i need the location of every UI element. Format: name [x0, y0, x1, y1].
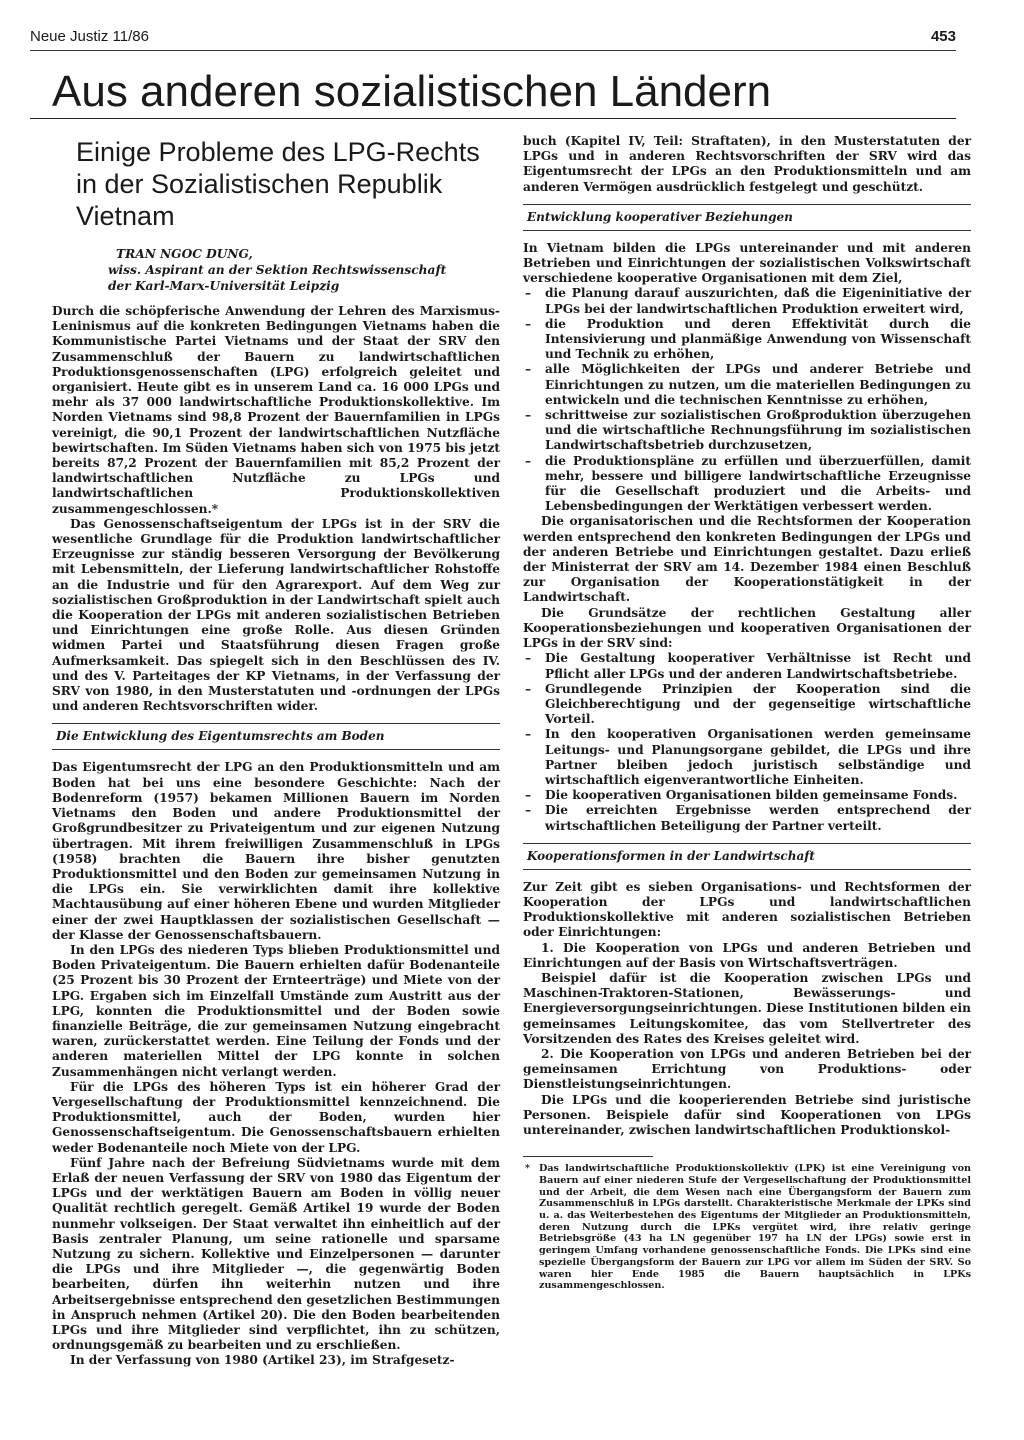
footnote-divider [523, 1156, 653, 1157]
section-title: Aus anderen sozialistischen Ländern [52, 67, 772, 116]
paragraph: Das Genossenschaftseigentum der LPGs ist in der SRV die wesentliche Grundlage für die Produktion landwirtschaftlicher Erzeugnisse zur ständig besseren Versorgung der Bevölkerung mit Lebensmitteln, der Lieferung landwirtschaftlicher Rohstoffe an die Industrie und für den Agrarexport. Auf dem Weg zur sozialistischen Großproduktion in der Landwirtschaft spielt auch die Kooperation der LPGs mit anderen sozialistischen Betrieben und Einrichtungen eine große Rolle. Aus diesen Gründen widmen Partei und Staatsführung diesen Fragen große Aufmerksamkeit. Das spiegelt sich in den Beschlüssen des IV. und des V. Parteitages der KP Vietnams, in der Verfassung der SRV von 1980, in den Musterstatuten und -ordnungen der LPGs und anderen Rechtsvorschriften wider. [52, 516, 500, 714]
paragraph: Durch die schöpferische Anwendung der Lehren des Marxismus-Leninismus auf die konkreten Bedingungen Vietnams haben die Kommunistische Partei Vietnams und der Staat der SRV den Zusammenschluß der Bauern zu landwirtschaftlichen Produktionsgenossenschaften (LPG) erfolgreich geleitet und organisiert. Heute gibt es in unserem Land ca. 16 000 LPGs und mehr als 37 000 landwirtschaftliche Produktionskollektive. Im Norden Vietnams sind 98,8 Prozent der Bauernfamilien in LPGs vereinigt, die 90,1 Prozent der landwirtschaftlichen Nutzfläche bewirtschaften. Im Süden Vietnams haben sich von 1975 bis jetzt bereits 87,2 Prozent der Bauernfamilien mit 85,2 Prozent der landwirtschaftlichen Nutzfläche zu LPGs und landwirtschaftlichen Produktionskollektiven zusammengeschlossen.* [52, 304, 500, 516]
paragraph: Fünf Jahre nach der Befreiung Südvietnams wurde mit dem Erlaß der neuen Verfassung der SRV von 1980 das Eigentum der LPGs und der werktätigen Bauern am Boden in völlig neuer Qualität rechtlich geregelt. Gemäß Artikel 19 wurde der Boden nunmehr volkseigen. Der Staat verwaltet ihn einheitlich auf der Basis zentraler Planung, um seine rationelle und sparsame Nutzung zu sichern. Kollektive und Einzelpersonen — darunter die LPGs und ihre Mitglieder —, die gegenwärtig Boden bearbeiten, dürfen ihn weiterhin nutzen und ihre Arbeitsergebnisse entsprechend den gesetzlichen Bestimmungen in Anspruch nehmen (Artikel 20). Die den Boden bearbeitenden LPGs und ihre Mitglieder sind verpflichtet, ihn zu schützen, ordnungsgemäß zu bearbeiten und zu erschließen. [52, 1155, 500, 1353]
paragraph: 1. Die Kooperation von LPGs und anderen Betrieben und Einrichtungen auf der Basis von Wirtschaftsverträgen. [523, 940, 971, 970]
right-column [523, 134, 971, 1292]
author-affiliation: wiss. Aspirant an der Sektion Rechtswissenschaft [108, 263, 447, 277]
paragraph: Die organisatorischen und die Rechtsformen der Kooperation werden entsprechend den konkreten Bedingungen der LPGs und der anderen Betriebe und Einrichtungen gestaltet. Dazu erließ der Ministerrat der SRV am 14. Dezember 1984 einen Beschluß zur Organisation der Kooperationstätigkeit in der Landwirtschaft. [523, 514, 971, 605]
footnote [523, 1163, 971, 1292]
article-title [76, 136, 500, 232]
page-header [30, 28, 956, 51]
list-item: – Die erreichten Ergebnisse werden entsprechend der wirtschaftlichen Beteiligung der Partner verteilt. [523, 803, 971, 833]
article-title-line-2: in der Sozialistischen Republik Vietnam [76, 169, 443, 231]
page-number: 453 [930, 28, 956, 45]
list-item: – Die kooperativen Organisationen bilden gemeinsame Fonds. [523, 788, 971, 803]
footnote-text: Das landwirtschaftliche Produktionskollektiv (LPK) ist eine Vereinigung von Bauern auf einer niederen Stufe der Vergesellschaftung der Produktionsmittel und der Arbeit, die dem Wesen nach eine Übergangsform der Bauern zum Zusammenschluß in LPGs darstellt. Charakteristische Merkmale der LPKs sind u. a. das Weiterbestehen des Eigentums der Mitglieder an Produktionsmitteln, deren Nutzung durch die LPKs vergütet wird, ihre relativ geringe Betriebsgröße (43 ha LN gegenüber 197 ha LN der LPGs) sowie erst in geringem Umfang vorhandene genossenschaftliche Fonds. Die LPKs sind eine spezielle Übergangsform der Bauern zur LPG vor allem im Süden der SRV. So waren hier Ende 1985 die Bauern hauptsächlich in LPKs zusammengeschlossen. [539, 1163, 971, 1292]
journal-issue: Neue Justiz 11/86 [30, 28, 149, 45]
paragraph: In den LPGs des niederen Typs blieben Produktionsmittel und Boden Privateigentum. Die Bauern erhielten dafür Bodenanteile (25 Prozent bis 30 Prozent der Ernteerträge) und Miete von der LPG. Ergaben sich im Einzelfall Umstände zum Austritt aus der LPG, konnten die Produktionsmittel und der Boden sowie finanzielle Beiträge, die zur gemeinsamen Nutzung eingebracht waren, zurückerstattet werden. Eine Teilung der Fonds und der anderen materiellen Mittel der LPG konnte in solchen Zusammenhängen nicht verlangt werden. [52, 942, 500, 1079]
paragraph: In Vietnam bilden die LPGs untereinander und mit anderen Betrieben und Einrichtungen der sozialistischen Volkswirtschaft verschiedene kooperative Organisationen mit dem Ziel, [523, 240, 971, 286]
list-item: – die Produktion und deren Effektivität durch die Intensivierung und planmäßige Anwendung von Wissenschaft und Technik zu erhöhen, [523, 317, 971, 363]
principles-list [523, 651, 971, 833]
paragraph: Die LPGs und die kooperierenden Betriebe sind juristische Personen. Beispiele dafür sind Kooperationen von LPGs untereinander, zwischen landwirtschaftlichen Produktionskol- [523, 1092, 971, 1137]
list-item: – In den kooperativen Organisationen werden gemeinsame Leitungs- und Planungsorgane gebildet, die LPGs und ihre Partner bleiben jedoch juristisch selbständige und wirtschaftlich eigenverantwortliche Einheiten. [523, 727, 971, 788]
paragraph: Das Eigentumsrecht der LPG an den Produktionsmitteln und am Boden hat bei uns eine besondere Geschichte: Nach der Bodenreform (1957) bekamen Millionen Bauern im Norden Vietnams den Boden und andere Produktionsmittel der Großgrundbesitzer zu Privateigentum und zur eigenen Nutzung übertragen. Mit ihrem freiwilligen Zusammenschluß in LPGs (1958) brachten die Bauern ihre bisher genutzten Produktionsmittel und den Boden zur gemeinsamen Nutzung in die LPGs ein. Sie verwirklichten damit ihre kollektive Machtausübung auf einer höheren Ebene und wurden Mitglieder einer der zwei Hauptklassen der sozialistischen Gesellschaft — der Klasse der Genossenschaftsbauern. [52, 760, 500, 942]
paragraph: Beispiel dafür ist die Kooperation zwischen LPGs und Maschinen-Traktoren-Stationen, Bewässerungs- und Energieversorgungseinrichtungen. Diese Institutionen bilden ein gemeinsames Leitungskomitee, das vom Stellvertreter des Vorsitzenden des Rates des Kreises geleitet wird. [523, 970, 971, 1046]
list-item: – Die Gestaltung kooperativer Verhältnisse ist Recht und Pflicht aller LPGs und der anderen Landwirtschaftsbetriebe. [523, 651, 971, 681]
paragraph: buch (Kapitel IV, Teil: Straftaten), in den Musterstatuten der LPGs und in anderen Rechtsvorschriften der SRV wird das Eigentumsrecht der LPGs an den Produktionsmitteln und am anderen Vermögen ausdrücklich festgelegt und geschützt. [523, 134, 971, 194]
left-column [52, 136, 500, 1369]
list-item: – die Planung darauf auszurichten, daß die Eigeninitiative der LPGs bei der landwirtschaftlichen Produktion erweitert wird, [523, 286, 971, 316]
paragraph: In der Verfassung von 1980 (Artikel 23), im Strafgesetz- [70, 1353, 455, 1368]
footnote-mark: * [525, 1163, 531, 1175]
paragraph: Die Grundsätze der rechtlichen Gestaltung aller Kooperationsbeziehungen und kooperativen Organisationen der LPGs in der SRV sind: [523, 605, 971, 651]
list-item: – Grundlegende Prinzipien der Kooperation sind die Gleichberechtigung und der gegenseitige wirtschaftliche Vorteil. [523, 682, 971, 728]
paragraph: 2. Die Kooperation von LPGs und anderen Betrieben bei der gemeinsamen Errichtung von Produktions- oder Dienstleistungseinrichtungen. [523, 1046, 971, 1092]
section-rule [30, 118, 956, 119]
subheading-kooperative-beziehungen: Entwicklung kooperativer Beziehungen [523, 204, 971, 231]
author-block [108, 246, 500, 294]
list-item: – schrittweise zur sozialistischen Großproduktion überzugehen und die wirtschaftliche Rechnungsführung im sozialistischen Landwirtschaftsbetrieb durchzusetzen, [523, 408, 971, 454]
goals-list [523, 286, 971, 514]
list-item: – alle Möglichkeiten der LPGs und anderer Betriebe und Einrichtungen zu nutzen, um die materiellen Bedingungen zu entwickeln und die technischen Kenntnisse zu erhöhen, [523, 362, 971, 408]
article-title-line-1: Einige Probleme des LPG-Rechts [76, 137, 480, 167]
subheading-kooperationsformen: Kooperationsformen in der Landwirtschaft [523, 843, 971, 870]
author-university: der Karl-Marx-Universität Leipzig [108, 279, 340, 293]
list-item: – die Produktionspläne zu erfüllen und überzuerfüllen, damit mehr, bessere und billigere landwirtschaftliche Erzeugnisse für die Gesellschaft produziert und die Arbeits- und Lebensbedingungen der Werktätigen verbessert werden. [523, 454, 971, 515]
paragraph: Zur Zeit gibt es sieben Organisations- und Rechtsformen der Kooperation der LPGs und landwirtschaftlichen Produktionskollektive mit anderen sozialistischen Betrieben oder Einrichtungen: [523, 879, 971, 940]
author-name: TRAN NGOC DUNG, [116, 247, 253, 261]
subheading-eigentumsrecht: Die Entwicklung des Eigentumsrechts am Boden [52, 723, 500, 750]
paragraph: Für die LPGs des höheren Typs ist ein höherer Grad der Vergesellschaftung der Produktionsmittel kennzeichnend. Die Produktionsmittel, auch der Boden, wurden hier Genossenschaftseigentum. Die Genossenschaftsbauern erhielten weder Bodenanteile noch Miete von der LPG. [52, 1079, 500, 1155]
